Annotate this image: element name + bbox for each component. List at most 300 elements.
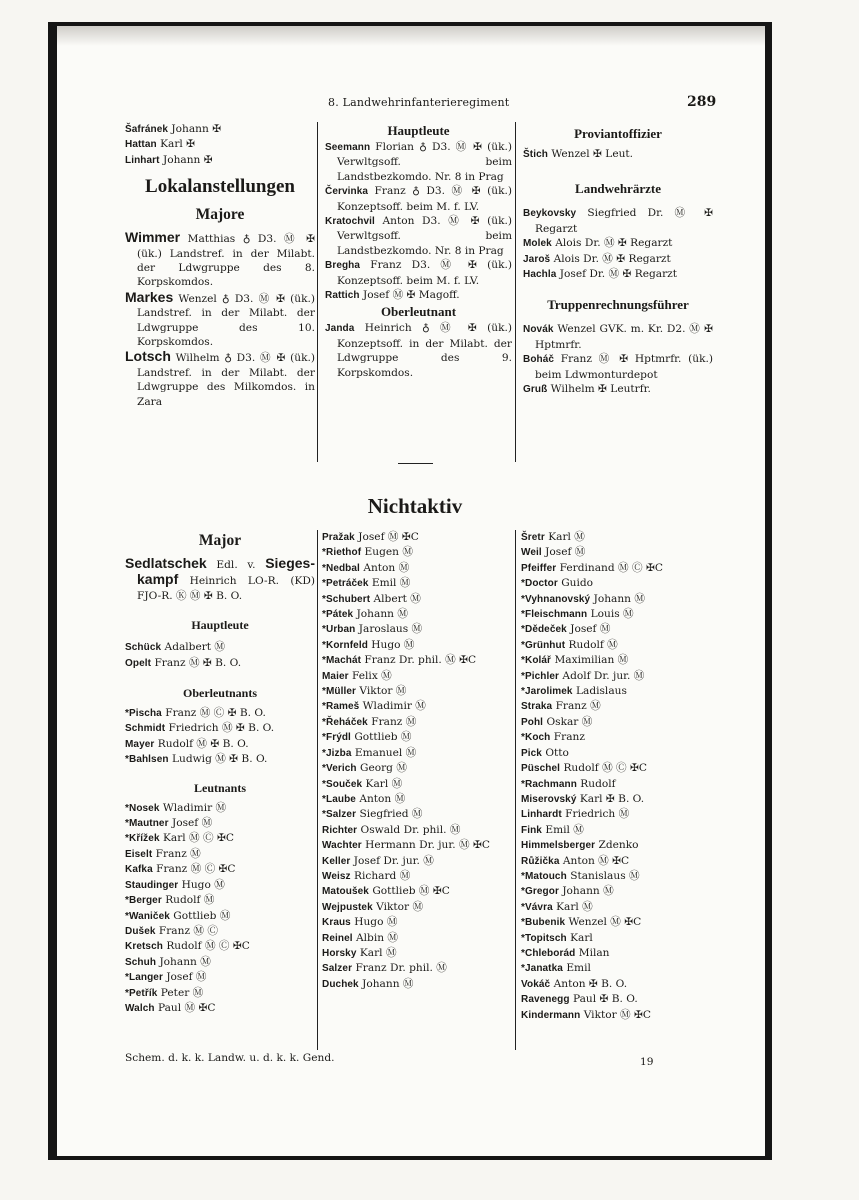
entry-surname: *Schubert [322, 593, 371, 605]
entry-details: Oskar Ⓜ [546, 715, 593, 728]
list-item [521, 823, 716, 838]
list-item [521, 576, 716, 591]
list-item [322, 715, 512, 730]
entry-details: Karl Ⓜ [556, 900, 593, 913]
list-item [322, 530, 512, 545]
entry-details: Georg Ⓜ [360, 762, 407, 775]
entry-surname: Dušek [125, 925, 156, 937]
entry-details: Friedrich Ⓜ [565, 808, 630, 821]
entry-surname: *Vyhnanovský [521, 593, 591, 605]
entry-details: Viktor Ⓜ [359, 685, 407, 698]
entry-surname: *Laube [322, 793, 356, 805]
entry-details: Josef Ⓜ [570, 623, 611, 636]
entry-details: Franz Ⓜ [555, 700, 601, 713]
entry-details: Heinrich ♁ Ⓜ ✠ (ük.) Konzeptsoff. in der Milabt. der Ldwgruppe des 9. Korpskomdos. [337, 322, 512, 379]
list-item [322, 576, 512, 591]
list-item [322, 915, 512, 930]
list-item [521, 854, 716, 869]
entry-details: Rudolf Ⓜ [165, 894, 215, 907]
entry-surname: Wachter [322, 840, 362, 852]
entry-details: Gottlieb Ⓜ [354, 731, 412, 744]
entry-surname: Duchek [322, 978, 359, 990]
entry-surname: Bregha [325, 260, 361, 272]
subsection-heading: Majore [195, 206, 245, 224]
entry-surname: Fink [521, 824, 542, 836]
entry-surname: Horsky [322, 947, 357, 959]
entry-details: Emil [566, 962, 591, 975]
entry-surname: Ravenegg [521, 994, 570, 1006]
entry-details: Franz Ⓜ [371, 715, 417, 728]
entry-surname: *Mautner [125, 818, 169, 830]
entry-details: Josef Dr. jur. Ⓜ [353, 854, 434, 867]
entry-details: Wladimir Ⓜ [162, 801, 227, 814]
entry-surname: Walch [125, 1002, 155, 1014]
entry-details: Rudolf [580, 777, 616, 790]
list-item [325, 214, 512, 258]
entry-surname: Rattich [325, 290, 360, 302]
entry-surname: *Rachmann [521, 778, 577, 790]
entry-surname: Schück [125, 642, 162, 654]
list-item [125, 801, 315, 816]
entry-surname: Schuh [125, 956, 157, 968]
entry-details: Eugen Ⓜ [364, 546, 413, 559]
list-item [521, 869, 716, 884]
entry-details: Karl Ⓜ [365, 777, 403, 790]
entry-details: Anton ✠ B. O. [553, 977, 628, 990]
entry-surname: *Jizba [322, 747, 352, 759]
nichtaktiv-column-1 [125, 530, 315, 1016]
entry-surname: *Pátek [322, 609, 354, 621]
list-item [125, 970, 315, 985]
list-item [322, 854, 512, 869]
column-divider [317, 530, 318, 1050]
page-number: 289 [687, 94, 717, 110]
list-item [521, 638, 716, 653]
entry-surname: *Bubenik [521, 917, 566, 929]
list-item [521, 746, 716, 761]
entry-surname: Kretsch [125, 941, 163, 953]
list-item [322, 761, 512, 776]
list-item [521, 684, 716, 699]
list-item [521, 622, 716, 637]
entry-details: Karl Ⓜ [548, 531, 585, 543]
entry-surname: *Janatka [521, 963, 563, 975]
entry-details: Milan [578, 946, 610, 959]
list-item [521, 730, 716, 745]
entry-surname: Wimmer [125, 229, 181, 246]
entry-surname: Hattan [125, 139, 157, 151]
list-item [521, 838, 716, 853]
entry-surname: Püschel [521, 763, 561, 775]
entry-details: Karl Ⓜ Ⓒ ✠C [162, 832, 234, 845]
entry-details: Franz Dr. phil. Ⓜ [355, 962, 447, 975]
entry-surname: Markes [125, 288, 174, 305]
entry-surname: *Pischa [125, 708, 162, 720]
entry-details: Anton D3. Ⓜ ✠ (ük.) Verwltgsoff. beim Landstbezkomdo. Nr. 8 in Prag [337, 215, 512, 257]
entry-details: Heinrich LO-R. (KD) FJO-R. Ⓚ Ⓜ ✠ B. O. [137, 575, 315, 602]
list-item [125, 986, 315, 1001]
entry-details: Wladimir Ⓜ [362, 700, 426, 713]
list-item [125, 909, 315, 924]
list-item [125, 752, 315, 767]
section-heading: Major [198, 532, 242, 549]
entry-details: Franz Ⓜ Ⓒ ✠ B. O. [165, 707, 266, 720]
entry-details: Florian ♁ D3. Ⓜ ✠ (ük.) Verwltgsoff. beim Landstbezkomdo. Nr. 8 in Prag [337, 141, 512, 183]
entry-surname: Janda [325, 323, 355, 335]
entry-surname: Salzer [322, 963, 353, 975]
list-item [322, 699, 512, 714]
entry-details: Franz Ⓜ ✠ Hptmrfr. (ük.) beim Ldwmonturdepot [535, 353, 713, 381]
entry-details: Franz Ⓜ Ⓒ ✠C [156, 863, 236, 876]
entry-details: Franz Ⓜ ✠ B. O. [154, 656, 242, 669]
entry-surname: Jaroš [523, 253, 551, 265]
column-divider [317, 122, 318, 462]
entry-details: Rudolf Ⓜ Ⓒ ✠C [563, 762, 647, 775]
list-item [523, 322, 713, 352]
list-item [325, 140, 512, 184]
section-heading: Lokalanstellungen [145, 176, 295, 198]
list-item [125, 737, 315, 752]
list-item [521, 761, 716, 776]
entry-details: Rudolf Ⓜ ✠ B. O. [157, 737, 249, 750]
entry-surname: Staudinger [125, 879, 179, 891]
list-item [322, 638, 512, 653]
entry-details: Zdenko [598, 839, 639, 852]
entry-details: Josef Ⓜ [166, 971, 207, 984]
entry-details: Gottlieb Ⓜ [173, 909, 231, 922]
entry-details: Alois Dr. Ⓜ ✠ Regarzt [553, 252, 671, 265]
entry-details: Johann ✠ [171, 123, 222, 135]
section-heading: Hauptleute [387, 123, 450, 138]
entry-details: Otto [545, 746, 569, 759]
entry-surname: *Petřík [125, 987, 158, 999]
entry-surname: *Chleborád [521, 947, 576, 959]
section-heading: Landwehrärzte [575, 181, 661, 197]
list-item [125, 230, 315, 290]
entry-details: Jaroslaus Ⓜ [358, 623, 423, 636]
list-item [322, 777, 512, 792]
entry-surname: *Nosek [125, 802, 160, 814]
entry-list [125, 801, 315, 1017]
list-item [125, 955, 315, 970]
entry-surname: *Nedbal [322, 562, 360, 574]
list-item [521, 977, 716, 992]
entry-details: Hugo Ⓜ [354, 916, 398, 929]
list-item [125, 656, 315, 671]
list-item [523, 206, 713, 236]
list-item [322, 792, 512, 807]
entry-surname: *Salzer [322, 809, 357, 821]
list-item [521, 777, 716, 792]
entry-details: Josef Ⓜ [171, 817, 213, 830]
entry-details: Franz D3. Ⓜ ✠ (ük.) Konzeptsoff. beim M. f. LV. [337, 259, 512, 287]
entry-details: Albin Ⓜ [356, 931, 398, 944]
entry-surname: Molek [523, 238, 552, 250]
section-heading: Leutnants [193, 780, 246, 795]
entry-details: Siegfried Ⓜ [359, 808, 423, 821]
list-item [125, 349, 315, 409]
list-item [125, 847, 315, 862]
list-item [322, 884, 512, 899]
entry-surname: Vokáč [521, 978, 551, 990]
section-heading: Hauptleute [191, 618, 249, 633]
entry-surname: Seemann [325, 142, 371, 153]
entry-surname: Šafránek [125, 124, 169, 135]
major-entry [125, 556, 315, 603]
list-item [322, 684, 512, 699]
list-item [125, 290, 315, 350]
list-item [521, 915, 716, 930]
entry-details: Rudolf Ⓜ [568, 638, 618, 651]
entry-details: Wilhelm ♁ D3. Ⓜ ✠ (ük.) Landstref. in der Milabt. der Ldwgruppe des Milkomdos. in Zara [137, 352, 315, 408]
entry-surname: Linhardt [521, 809, 562, 821]
scan-border-left [48, 22, 57, 1160]
list-item [521, 669, 716, 684]
entry-surname: Kraus [322, 917, 351, 929]
entry-details: Emil Ⓜ [545, 823, 584, 836]
entry-surname: *Doctor [521, 578, 558, 590]
entry-surname: Boháč [523, 354, 555, 366]
entry-surname: *Koch [521, 732, 551, 744]
list-item [322, 653, 512, 668]
entry-details: Franz Ⓜ Ⓒ [158, 924, 218, 937]
entry-details: Paul Ⓜ ✠C [157, 1001, 216, 1014]
entry-details: Wenzel Ⓜ ✠C [568, 916, 642, 929]
entry-surname: *Vávra [521, 901, 553, 913]
list-item [125, 122, 315, 137]
list-item [521, 992, 716, 1007]
entry-surname: Kratochvil [325, 216, 375, 228]
entry-details: Anton Ⓜ ✠C [562, 854, 630, 867]
entry-details: Wenzel ♁ D3. Ⓜ ✠ (ük.) Landstref. in der Milabt. der Ldwgruppe des 10. Korpskomdos. [137, 292, 315, 349]
entry-details: Johann Ⓜ [356, 608, 408, 621]
entry-surname: *Fleischmann [521, 609, 588, 621]
entry-surname: Červinka [325, 186, 369, 198]
page-content [100, 0, 730, 1200]
entry-surname: *Grünhut [521, 639, 566, 651]
list-item [523, 352, 713, 382]
entry-details: Stanislaus Ⓜ [570, 869, 640, 882]
entry-surname: *Dědeček [521, 624, 567, 636]
entry-details: Rudolf Ⓜ Ⓒ ✠C [166, 940, 250, 953]
entry-surname: Pražak [322, 532, 355, 543]
entry-surname: Mayer [125, 738, 155, 750]
list-item [322, 730, 512, 745]
entry-surname: Straka [521, 701, 553, 713]
entry-details: Hermann Dr. jur. Ⓜ ✠C [365, 839, 490, 852]
entry-particle: Edl. v. [216, 559, 256, 571]
entry-details: Anton Ⓜ [363, 561, 410, 574]
entry-details: Ferdinand Ⓜ Ⓒ ✠C [559, 561, 663, 574]
entry-surname: *Machát [322, 655, 362, 667]
list-item [325, 288, 512, 303]
entry-surname: *Rameš [322, 701, 360, 713]
list-item [521, 592, 716, 607]
scan-border-right [765, 22, 772, 1160]
list-item [521, 946, 716, 961]
entry-surname: Eiselt [125, 848, 153, 860]
list-item [125, 640, 315, 655]
list-item [125, 1001, 315, 1016]
lead-list [125, 122, 315, 168]
signature-mark: 19 [640, 1056, 654, 1068]
entry-surname: *Kornfeld [322, 639, 368, 651]
entry-details: Felix Ⓜ [352, 669, 392, 682]
entry-details: Johann ✠ [162, 153, 213, 166]
list-item [125, 924, 315, 939]
section-heading: Oberleutnants [182, 686, 257, 701]
nichtaktiv-column-3 [521, 530, 716, 1023]
list-item [322, 746, 512, 761]
list-item [322, 592, 512, 607]
entry-details: Johann Ⓜ [362, 977, 414, 990]
list-item [322, 977, 512, 992]
list-item [125, 137, 315, 152]
list-item [521, 699, 716, 714]
entry-details: Hugo Ⓜ [181, 878, 225, 891]
entry-surname: Himmelsberger [521, 840, 596, 852]
entry-surname: *Gregor [521, 886, 559, 898]
entry-details: Wilhelm ✠ Leutrfr. [550, 383, 651, 396]
list-item [125, 816, 315, 831]
entry-surname: *Bahlsen [125, 754, 169, 766]
entry-surname: Weisz [322, 870, 351, 882]
running-header: 8. Landwehrinfanterieregiment [328, 96, 510, 109]
list-item [322, 561, 512, 576]
entry-details: Wenzel GVK. m. Kr. D2. Ⓜ ✠ Hptmrfr. [535, 323, 713, 351]
entry-list [325, 140, 512, 303]
list-item [322, 869, 512, 884]
top-column-2 [325, 122, 512, 380]
list-item [521, 545, 716, 560]
entry-surname: Růžička [521, 855, 560, 867]
list-item [322, 622, 512, 637]
entry-surname: Linhart [125, 154, 160, 166]
list-item [523, 236, 713, 251]
entry-details: Karl ✠ [160, 138, 196, 151]
entry-details: Louis Ⓜ [590, 608, 634, 621]
entry-list [523, 322, 713, 397]
list-item [322, 838, 512, 853]
entry-surname: Richter [322, 824, 358, 836]
entry-details: Anton Ⓜ [359, 792, 406, 805]
entry-list [125, 640, 315, 671]
entry-surname: *Řeháček [322, 716, 368, 728]
entry-details: Friedrich Ⓜ ✠ B. O. [168, 722, 275, 735]
entry-surname: Pohl [521, 716, 544, 728]
entry-surname: *Souček [322, 778, 363, 790]
entry-surname: *Pichler [521, 670, 560, 682]
entry-surname: *Langer [125, 972, 163, 984]
nichtaktiv-heading: Nichtaktiv [367, 494, 463, 518]
list-item [521, 1008, 716, 1023]
entry-details: Oswald Dr. phil. Ⓜ [360, 823, 461, 836]
entry-surname: Sieges-kampf [137, 555, 315, 588]
entry-details: Peter Ⓜ [160, 986, 204, 999]
entry-surname: *Kolář [521, 655, 552, 667]
entry-surname: Pick [521, 747, 542, 759]
entry-details: Wenzel ✠ Leut. [551, 148, 634, 160]
list-item [325, 258, 512, 288]
entry-surname: *Petráček [322, 578, 369, 590]
entry-details: Viktor Ⓜ [376, 900, 424, 913]
entry-surname: Novák [523, 324, 554, 336]
section-heading: Truppenrechnungsführer [547, 297, 689, 313]
entry-details: Franz Ⓜ [155, 847, 201, 860]
entry-details: Johann Ⓜ [593, 592, 645, 605]
list-item [322, 961, 512, 976]
list-item [125, 721, 315, 736]
entry-details: Viktor Ⓜ ✠C [583, 1008, 652, 1021]
nichtaktiv-column-2 [322, 530, 512, 992]
entry-list [523, 206, 713, 282]
entry-surname: Kindermann [521, 1009, 581, 1021]
entry-surname: Schmidt [125, 723, 166, 735]
entry-list [125, 230, 315, 409]
entry-details: Maximilian Ⓜ [554, 654, 629, 667]
entry-surname: Weil [521, 547, 542, 559]
entry-surname: *Verich [322, 763, 357, 775]
list-item [325, 321, 512, 380]
list-item [322, 823, 512, 838]
list-item [523, 382, 713, 397]
entry-details: Adalbert Ⓜ [164, 641, 226, 654]
entry-details: Josef Ⓜ ✠ Magoff. [362, 289, 460, 302]
entry-surname: Sedlatschek [125, 555, 207, 571]
entry-details: Ladislaus [575, 685, 627, 698]
entry-details: Alois Dr. Ⓜ ✠ Regarzt [555, 237, 673, 250]
top-column-3 [523, 125, 713, 397]
entry-surname: *Frýdl [322, 732, 351, 744]
list-item [125, 878, 315, 893]
entry-surname: *Berger [125, 895, 162, 907]
list-item [322, 931, 512, 946]
list-item [521, 807, 716, 822]
entry-details: Franz [553, 731, 585, 744]
list-item [322, 545, 512, 560]
list-item [521, 561, 716, 576]
entry-surname: Šretr [521, 532, 545, 543]
list-item [125, 862, 315, 877]
list-item [523, 147, 713, 162]
entry-surname: *Topitsch [521, 932, 567, 944]
list-item [521, 792, 716, 807]
entry-details: Ludwig Ⓜ ✠ B. O. [171, 753, 268, 766]
entry-surname: Lotsch [125, 348, 171, 365]
entry-surname: Kafka [125, 864, 153, 876]
entry-details: Emanuel Ⓜ [354, 746, 417, 759]
entry-details: Josef Ⓜ ✠C [358, 531, 419, 543]
entry-surname: Pfeiffer [521, 562, 557, 574]
list-item [322, 669, 512, 684]
entry-details: Franz Dr. phil. Ⓜ ✠C [364, 654, 477, 667]
entry-surname: *Matouch [521, 870, 567, 882]
list-item [125, 706, 315, 721]
list-item [325, 184, 512, 214]
entry-surname: Miserovský [521, 793, 577, 805]
entry-details: Matthias ♁ D3. Ⓜ ✠ (ük.) Landstref. in der Milabt. der Ldwgruppe des 8. Korpskomdos. [137, 233, 315, 289]
entry-details: Johann Ⓜ [159, 955, 211, 968]
list-item [521, 715, 716, 730]
entry-surname: Beykovsky [523, 208, 577, 220]
entry-details: Josef Ⓜ [545, 546, 586, 559]
list-item [125, 939, 315, 954]
entry-surname: *Křížek [125, 833, 160, 845]
list-item [521, 884, 716, 899]
entry-surname: *Waniček [125, 910, 170, 922]
entry-surname: Maier [322, 670, 349, 682]
entry-details: Karl [570, 931, 593, 944]
